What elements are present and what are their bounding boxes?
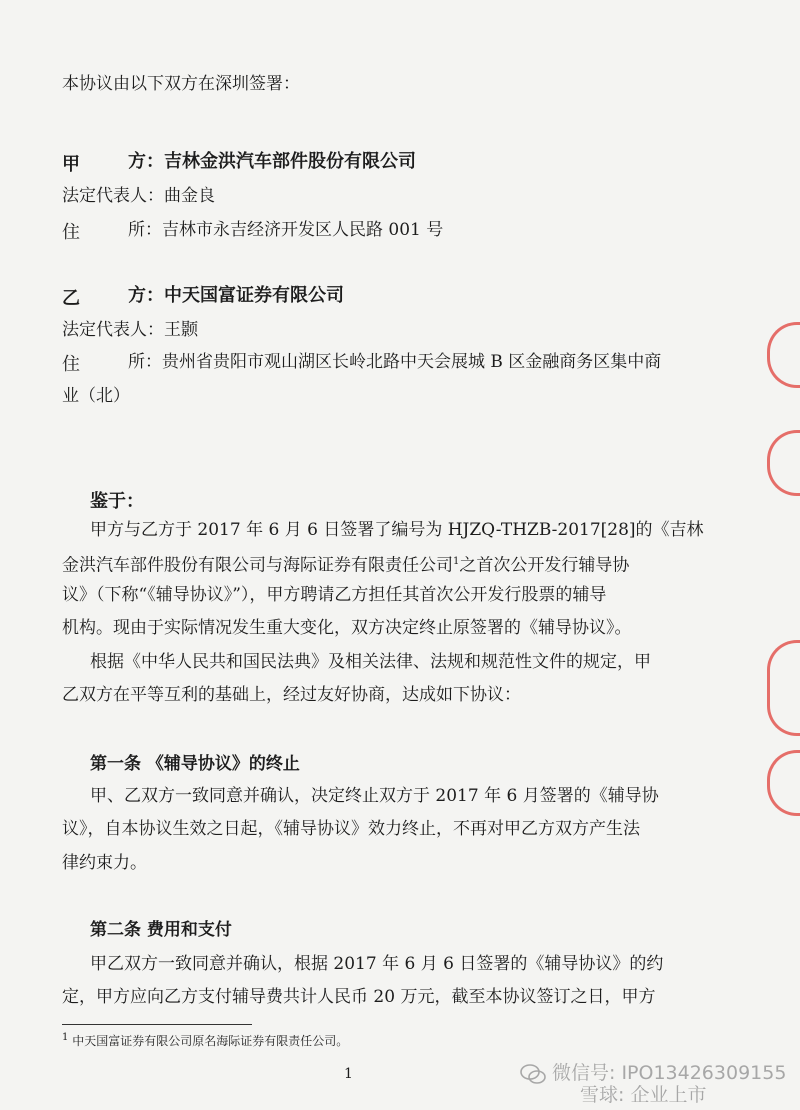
- seal-fragment-3: [767, 640, 800, 736]
- party-b-address-line1: 贵州省贵阳市观山湖区长岭北路中天会展城 B 区金融商务区集中商: [162, 352, 662, 372]
- party-a-address: 吉林市永吉经济开发区人民路 001 号: [162, 220, 444, 240]
- party-b-label-char2: 方：: [128, 285, 164, 306]
- party-b-address-line2: 业（北）: [62, 386, 130, 406]
- whereas-p1-line2: [62, 550, 629, 578]
- party-b-rep-name: 王颢: [164, 320, 198, 340]
- watermark-2-text: 雪球: 企业上市: [580, 1084, 707, 1106]
- seal-fragment-1: [767, 322, 800, 388]
- footnote-ref: 1: [453, 556, 460, 567]
- party-b-name: 中天国富证券有限公司: [164, 285, 344, 306]
- party-a-address-line: [128, 218, 443, 242]
- party-b-addr-char1: 住: [62, 354, 80, 375]
- whereas-p1-line1: 甲方与乙方于 2017 年 6 月 6 日签署了编号为 HJZQ-THZB-2017[28]的《吉林: [90, 520, 704, 540]
- party-b-addr-label: 所：: [128, 352, 162, 372]
- party-b-label: [128, 284, 344, 308]
- party-a-label-char1: 甲: [62, 154, 80, 175]
- party-a-rep: [62, 184, 215, 208]
- party-b-address-line: [128, 350, 661, 374]
- party-b-rep-label: 法定代表人：: [62, 320, 164, 340]
- seal-fragment-4: [767, 750, 800, 816]
- article1-heading: 第一条 《辅导协议》的终止: [90, 754, 300, 774]
- party-a-label-char2: 方：: [128, 151, 164, 172]
- seal-fragment-2: [767, 430, 800, 496]
- footnote: [62, 1032, 348, 1049]
- wechat-icon: [520, 1063, 546, 1085]
- whereas-p1-line4: 机构。现由于实际情况发生重大变化，双方决定终止原签署的《辅导协议》。: [62, 618, 632, 638]
- whereas-p1-line2-text: 金洪汽车部件股份有限公司与海际证券有限责任公司: [62, 555, 453, 576]
- intro-text: 本协议由以下双方在深圳签署：: [62, 74, 300, 94]
- whereas-p1-line3: 议》（下称“《辅导协议》”），甲方聘请乙方担任其首次公开发行股票的辅导: [62, 585, 607, 605]
- party-a-name: 吉林金洪汽车部件股份有限公司: [164, 151, 416, 172]
- footnote-marker: 1: [62, 1032, 69, 1043]
- party-a-addr-label: 所：: [128, 220, 162, 240]
- page-number: 1: [344, 1066, 353, 1082]
- whereas-p2-line1: 根据《中华人民共和国民法典》及相关法律、法规和规范性文件的规定，甲: [90, 652, 651, 672]
- article2-line2: 定，甲方应向乙方支付辅导费共计人民币 20 万元，截至本协议签订之日，甲方: [62, 987, 656, 1007]
- footnote-rule: [62, 1024, 252, 1025]
- article1-line1: 甲、乙双方一致同意并确认，决定终止双方于 2017 年 6 月签署的《辅导协: [90, 786, 659, 806]
- footnote-text: 中天国富证券有限公司原名海际证券有限责任公司。: [72, 1034, 349, 1048]
- party-a-label: [128, 150, 416, 174]
- party-b-label-char1: 乙: [62, 288, 80, 309]
- party-a-rep-label: 法定代表人：: [62, 186, 164, 206]
- party-b-rep: [62, 318, 198, 342]
- party-a-rep-name: 曲金良: [164, 186, 215, 206]
- whereas-p2-line2: 乙双方在平等互利的基础上，经过友好协商，达成如下协议：: [62, 685, 521, 705]
- watermark-text: 微信号: IPO13426309155: [552, 1062, 787, 1084]
- party-a-addr-char1: 住: [62, 222, 80, 243]
- whereas-heading: 鉴于：: [90, 491, 144, 512]
- whereas-p1-line2-tail: 之首次公开发行辅导协: [459, 555, 630, 576]
- watermark-2: [580, 1080, 706, 1107]
- article2-heading: 第二条 费用和支付: [90, 920, 232, 940]
- article1-line3: 律约束力。: [62, 853, 147, 873]
- article1-line2: 议》，自本协议生效之日起，《辅导协议》效力终止，不再对甲乙方双方产生法: [62, 819, 640, 839]
- article2-line1: 甲乙双方一致同意并确认，根据 2017 年 6 月 6 日签署的《辅导协议》的约: [90, 954, 664, 974]
